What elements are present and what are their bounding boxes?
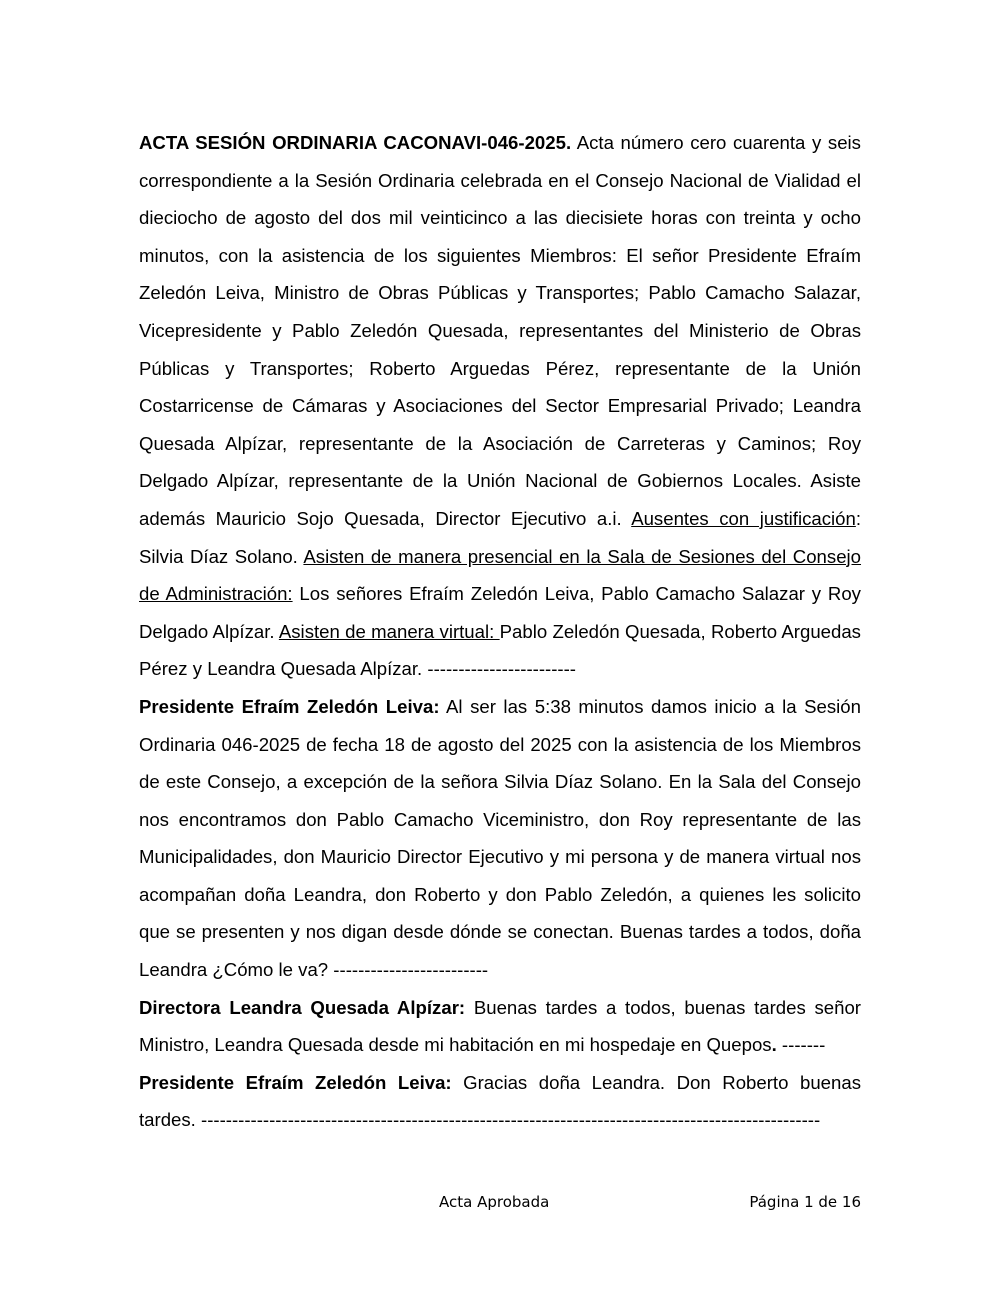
paragraph-directora-leandra — [139, 989, 861, 1064]
speech-text: Gracias doña Leandra. Don Roberto buenas tardes. ---------------------------------------------------------------------------------------------------- — [139, 1071, 861, 1131]
speaker-label: Presidente Efraím Zeledón Leiva: — [139, 1071, 452, 1093]
speaker-label: Directora Leandra Quesada Alpízar: — [139, 996, 466, 1018]
presencial-text: Los señores Efraím Zeledón Leiva, Pablo Camacho Salazar y Roy Delgado Alpízar. — [139, 583, 861, 642]
paragraph-acta-header — [139, 124, 861, 688]
document-body — [139, 124, 861, 1139]
ausentes-text: : Silvia Díaz Solano. — [139, 507, 862, 567]
footer-page-number: Página 1 de 16 — [749, 1193, 861, 1211]
presencial-label: Asisten de manera presencial en la Sala de Sesiones del Consejo de Administración: — [139, 545, 862, 605]
paragraph-presidente-2 — [139, 1064, 861, 1139]
speech-period: . — [771, 1034, 777, 1056]
speech-dashes: ------- — [776, 1034, 826, 1056]
page-footer — [139, 1193, 861, 1215]
speech-text: Buenas tardes a todos, buenas tardes señor Ministro, Leandra Quesada desde mi habitación en mi hospedaje en Quepos — [139, 996, 861, 1056]
paragraph-presidente-1 — [139, 688, 861, 989]
speaker-label: Presidente Efraím Zeledón Leiva: — [139, 695, 440, 717]
acta-intro-text: Acta número cero cuarenta y seis correspondiente a la Sesión Ordinaria celebrada en el Consejo Nacional de Vialidad el dieciocho de agosto del dos mil veinticinco a las diecisiete horas con treinta y ocho minutos, con la asistencia de los siguientes Miembros: El señor Presidente Efraím Zeledón Leiva, Ministro de Obras Públicas y Transportes; Pablo Camacho Salazar, Vicepresidente y Pablo Zeledón Quesada, representantes del Ministerio de Obras Públicas y Transportes; Roberto Arguedas Pérez, representante de la Unión Costarricense de Cámaras y Asociaciones del Sector Empresarial Privado; Leandra Quesada Alpízar, representante de la Asociación de Carreteras y Caminos; Roy Delgado Alpízar, representante de la Unión Nacional de Gobiernos Locales. Asiste además Mauricio Sojo Quesada, Director Ejecutivo a.i. — [139, 132, 861, 529]
virtual-label: Asisten de manera virtual: — [278, 620, 500, 642]
footer-status: Acta Aprobada — [439, 1193, 550, 1211]
virtual-text: Pablo Zeledón Quesada, Roberto Arguedas Pérez y Leandra Quesada Alpízar. ------------------------ — [139, 620, 861, 680]
ausentes-label: Ausentes con justificación — [631, 507, 856, 529]
acta-title: ACTA SESIÓN ORDINARIA CACONAVI-046-2025. — [139, 132, 572, 153]
speech-text: Al ser las 5:38 minutos damos inicio a la Sesión Ordinaria 046-2025 de fecha 18 de agosto del 2025 con la asistencia de los Miembros de este Consejo, a excepción de la señora Silvia Díaz Solano. En la Sala del Consejo nos encontramos don Pablo Camacho Viceministro, don Roy representante de las Municipalidades, don Mauricio Director Ejecutivo y mi persona y de manera virtual nos acompañan doña Leandra, don Roberto y don Pablo Zeledón, a quienes les solicito que se presenten y nos digan desde dónde se conectan. Buenas tardes a todos, doña Leandra ¿Cómo le va? ------------------------- — [139, 695, 861, 981]
